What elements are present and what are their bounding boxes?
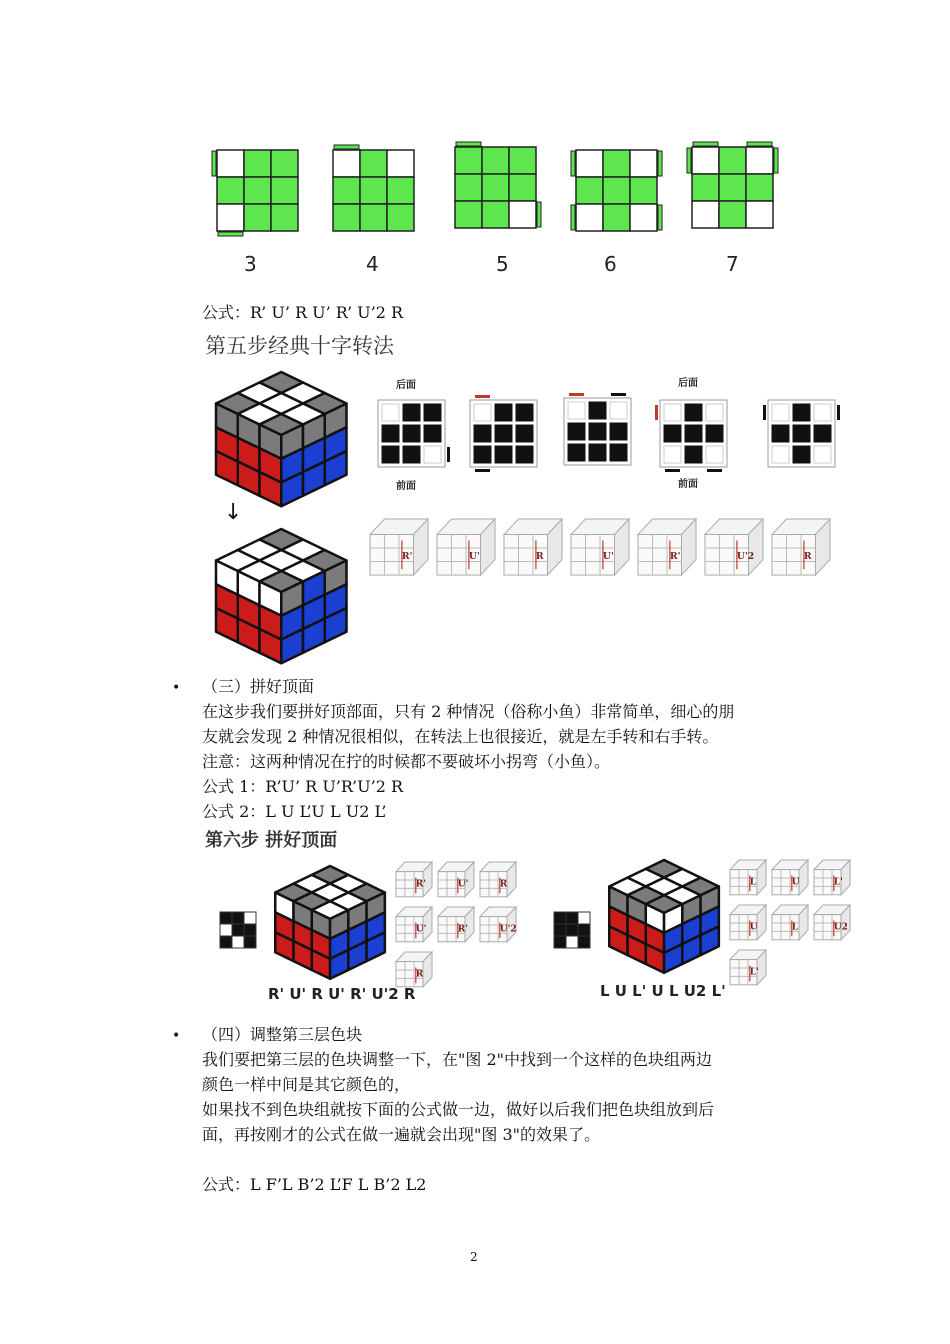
pattern-cell — [706, 404, 723, 421]
pattern-cell — [495, 425, 512, 442]
move-cube — [396, 862, 432, 897]
move-cube — [772, 519, 830, 575]
fish-cell — [578, 924, 590, 936]
step6-caption-left: R' U' R U' R' U'2 R — [268, 985, 416, 1003]
pattern-cell — [814, 446, 831, 463]
pattern-cell — [474, 446, 491, 463]
pattern-cell — [482, 201, 509, 228]
pattern-cell — [746, 201, 773, 228]
fish-cell — [232, 912, 244, 924]
pattern-cell — [244, 204, 271, 231]
pattern-cell — [474, 425, 491, 442]
pattern-cell — [630, 150, 657, 177]
move-label: L' — [833, 877, 843, 888]
section3-title: （三）拼好顶面 — [202, 677, 315, 696]
fish-cell — [244, 912, 256, 924]
pattern-cell — [746, 174, 773, 201]
pattern-cell — [387, 204, 414, 231]
pattern-cell — [387, 150, 414, 177]
fish-cell — [244, 924, 256, 936]
pattern-cell — [403, 404, 420, 421]
move-cube — [814, 860, 850, 895]
pattern-cell — [589, 444, 606, 461]
pattern-cell — [772, 446, 789, 463]
pattern-cell — [576, 204, 603, 231]
pattern-cell — [403, 446, 420, 463]
black-pattern-1 — [374, 396, 444, 468]
side-sticker — [747, 142, 772, 146]
cube-right-illustration — [600, 856, 725, 976]
fish-cell — [554, 936, 566, 948]
pattern-cell — [589, 423, 606, 440]
pattern-cell — [482, 147, 509, 174]
pattern-cell — [217, 204, 244, 231]
pattern-cell — [217, 150, 244, 177]
move-label: R — [499, 879, 508, 890]
pattern-label-6: 6 — [604, 252, 617, 276]
step6-right-move-grid — [730, 860, 860, 995]
pattern-cell — [360, 177, 387, 204]
pattern-cell — [455, 201, 482, 228]
side-sticker — [571, 205, 575, 230]
fish-cell — [232, 936, 244, 948]
pattern-cell — [509, 174, 536, 201]
black-pattern-2 — [466, 396, 536, 468]
front-label-2: 前面 — [678, 479, 698, 490]
move-cube — [730, 905, 766, 940]
move-cube — [571, 519, 629, 575]
move-label: U' — [457, 879, 469, 890]
side-sticker — [218, 232, 243, 236]
pattern-cell — [814, 404, 831, 421]
pattern-cell — [244, 177, 271, 204]
fish-cell — [566, 936, 578, 948]
pattern-cell — [403, 425, 420, 442]
side-sticker — [658, 151, 662, 176]
pattern-cell — [424, 404, 441, 421]
pattern-cell — [793, 446, 810, 463]
side-mark — [569, 393, 584, 396]
pattern-label-7: 7 — [726, 252, 739, 276]
fish-cell — [566, 924, 578, 936]
pattern-cell — [217, 177, 244, 204]
move-label: U' — [602, 550, 614, 562]
move-label: U — [749, 922, 758, 933]
pattern-cell — [455, 174, 482, 201]
back-label-1: 后面 — [396, 380, 416, 391]
pattern-cell — [474, 404, 491, 421]
fish-cell — [220, 912, 232, 924]
section4-line-1: 我们要把第三层的色块调整一下，在"图 2"中找到一个这样的色块组两边 — [202, 1050, 712, 1069]
side-mark — [665, 469, 680, 472]
side-mark — [837, 405, 840, 420]
pattern-cell — [793, 404, 810, 421]
pattern-cell — [271, 177, 298, 204]
move-cube — [814, 905, 850, 940]
fish-pattern-right — [552, 910, 594, 952]
pattern-cell — [603, 177, 630, 204]
back-label-2: 后面 — [678, 378, 698, 389]
move-label: R' — [669, 550, 681, 562]
pattern-cell — [719, 174, 746, 201]
section3-formula-1: 公式 1：R’U’ R U’R’U’2 R — [202, 777, 404, 796]
side-sticker — [687, 148, 691, 173]
fish-cell — [220, 936, 232, 948]
side-mark — [655, 405, 658, 420]
step6-left-move-grid — [396, 862, 526, 997]
pattern-cell — [719, 147, 746, 174]
pattern-cell — [685, 425, 702, 442]
pattern-cell — [664, 425, 681, 442]
move-label: U'2 — [736, 550, 755, 562]
section4-title: （四）调整第三层色块 — [202, 1025, 363, 1044]
bullet-4: • — [172, 1028, 181, 1044]
pattern-cell — [568, 444, 585, 461]
move-cube — [370, 519, 428, 575]
pattern-cell — [576, 150, 603, 177]
side-mark — [447, 447, 450, 462]
pattern-cell — [333, 204, 360, 231]
move-label: L' — [749, 967, 759, 978]
pattern-cell — [271, 204, 298, 231]
pattern-cell — [360, 204, 387, 231]
pattern-cell — [455, 147, 482, 174]
pattern-cell — [603, 204, 630, 231]
pattern-cell — [793, 425, 810, 442]
formula-line: 公式：R’ U’ R U’ R’ U’2 R — [202, 303, 404, 322]
black-pattern-5 — [760, 394, 836, 466]
pattern-cell — [333, 150, 360, 177]
side-mark — [475, 395, 490, 398]
pattern-cell — [482, 174, 509, 201]
move-label: U — [791, 877, 800, 888]
pattern-diagram-4 — [328, 145, 418, 240]
side-mark — [611, 393, 626, 396]
move-label: R — [803, 550, 812, 562]
side-sticker — [571, 151, 575, 176]
fish-cell — [554, 924, 566, 936]
move-cube — [504, 519, 562, 575]
move-label: L — [749, 877, 757, 888]
pattern-cell — [360, 150, 387, 177]
pattern-diagram-6 — [566, 145, 666, 240]
step6-title: 第六步 拼好顶面 — [205, 830, 338, 851]
side-sticker — [334, 145, 359, 149]
move-cube — [730, 950, 766, 985]
pattern-cell — [610, 423, 627, 440]
cube-left-illustration — [266, 862, 391, 982]
move-cube — [396, 952, 432, 987]
pattern-cell — [610, 402, 627, 419]
front-label-1: 前面 — [396, 481, 416, 492]
pattern-cell — [772, 425, 789, 442]
fish-cell — [578, 912, 590, 924]
pattern-cell — [719, 201, 746, 228]
pattern-cell — [603, 150, 630, 177]
pattern-cell — [387, 177, 414, 204]
side-sticker — [212, 151, 216, 176]
move-cube — [638, 519, 696, 575]
move-cube — [396, 907, 432, 942]
pattern-cell — [589, 402, 606, 419]
pattern-cell — [664, 404, 681, 421]
move-cube — [772, 860, 808, 895]
pattern-label-4: 4 — [366, 252, 379, 276]
pattern-cell — [568, 402, 585, 419]
pattern-cell — [692, 201, 719, 228]
bullet-3: • — [172, 680, 181, 696]
pattern-cell — [382, 425, 399, 442]
pattern-cell — [382, 404, 399, 421]
pattern-cell — [685, 446, 702, 463]
pattern-cell — [424, 425, 441, 442]
cube-after-illustration — [205, 525, 355, 665]
pattern-cell — [382, 446, 399, 463]
pattern-cell — [814, 425, 831, 442]
pattern-cell — [610, 444, 627, 461]
move-label: U' — [415, 924, 427, 935]
pattern-label-3: 3 — [244, 252, 257, 276]
side-sticker — [456, 142, 481, 146]
section3-line-3: 注意：这两种情况在拧的时候都不要破坏小拐弯（小鱼）。 — [202, 752, 611, 771]
pattern-cell — [271, 150, 298, 177]
side-sticker — [537, 202, 541, 227]
section4-line-4: 面，再按刚才的公式在做一遍就会出现"图 3"的效果了。 — [202, 1125, 600, 1144]
pattern-cell — [424, 446, 441, 463]
pattern-cell — [244, 150, 271, 177]
pattern-diagram-7 — [682, 142, 782, 237]
section3-line-1: 在这步我们要拼好顶部面，只有 2 种情况（俗称小鱼）非常简单，细心的朋 — [202, 702, 735, 721]
fish-cell — [244, 936, 256, 948]
move-label: R — [415, 969, 424, 980]
pattern-cell — [692, 147, 719, 174]
side-sticker — [774, 148, 778, 173]
move-cube — [480, 907, 517, 942]
fish-cell — [578, 936, 590, 948]
section4-formula: 公式：L F’L B’2 L’F L B’2 L2 — [202, 1175, 427, 1194]
section4-line-3: 如果找不到色块组就按下面的公式做一边，做好以后我们把色块组放到后 — [202, 1100, 715, 1119]
pattern-cell — [692, 174, 719, 201]
side-mark — [475, 469, 490, 472]
pattern-cell — [509, 147, 536, 174]
step5-title: 第五步经典十字转法 — [205, 334, 394, 358]
black-pattern-4 — [652, 394, 728, 466]
move-label: L — [791, 922, 799, 933]
pattern-cell — [516, 425, 533, 442]
side-sticker — [658, 205, 662, 230]
down-arrow-icon: ↓ — [224, 500, 243, 525]
move-label: U' — [468, 550, 480, 562]
move-label: R — [535, 550, 544, 562]
move-label: U2 — [833, 922, 848, 933]
pattern-diagram-5 — [450, 142, 545, 237]
section3-formula-2: 公式 2：L U L’U L U2 L’ — [202, 802, 387, 821]
move-label: R' — [457, 924, 469, 935]
pattern-cell — [746, 147, 773, 174]
pattern-cell — [568, 423, 585, 440]
move-label: R' — [415, 879, 427, 890]
pattern-cell — [509, 201, 536, 228]
cube-before-illustration — [205, 368, 355, 508]
move-label: U'2 — [499, 924, 517, 935]
step5-move-sequence — [370, 515, 840, 587]
pattern-cell — [333, 177, 360, 204]
pattern-cell — [706, 446, 723, 463]
move-cube — [705, 519, 763, 575]
move-cube — [772, 905, 808, 940]
move-cube — [480, 862, 516, 897]
pattern-cell — [772, 404, 789, 421]
pattern-cell — [630, 204, 657, 231]
pattern-diagram-3 — [212, 145, 302, 240]
move-cube — [437, 519, 495, 575]
pattern-cell — [495, 446, 512, 463]
fish-cell — [566, 912, 578, 924]
move-label: R' — [401, 550, 413, 562]
pattern-cell — [576, 177, 603, 204]
side-sticker — [693, 142, 718, 146]
pattern-cell — [664, 446, 681, 463]
side-mark — [707, 469, 722, 472]
pattern-cell — [516, 446, 533, 463]
pattern-cell — [495, 404, 512, 421]
section3-line-2: 友就会发现 2 种情况很相似，在转法上也很接近，就是左手转和右手转。 — [202, 727, 719, 746]
fish-cell — [554, 912, 566, 924]
move-cube — [438, 862, 474, 897]
pattern-cell — [706, 425, 723, 442]
move-cube — [730, 860, 766, 895]
move-cube — [438, 907, 474, 942]
fish-pattern-left — [218, 910, 260, 952]
side-mark — [763, 405, 766, 420]
pattern-cell — [516, 404, 533, 421]
pattern-cell — [685, 404, 702, 421]
black-pattern-3 — [558, 392, 634, 464]
pattern-cell — [630, 177, 657, 204]
section4-line-2: 颜色一样中间是其它颜色的， — [202, 1075, 411, 1094]
page-number: 2 — [470, 1250, 478, 1264]
pattern-label-5: 5 — [496, 252, 509, 276]
fish-cell — [232, 924, 244, 936]
fish-cell — [220, 924, 232, 936]
step6-caption-right: L U L' U L U2 L' — [600, 982, 726, 1000]
